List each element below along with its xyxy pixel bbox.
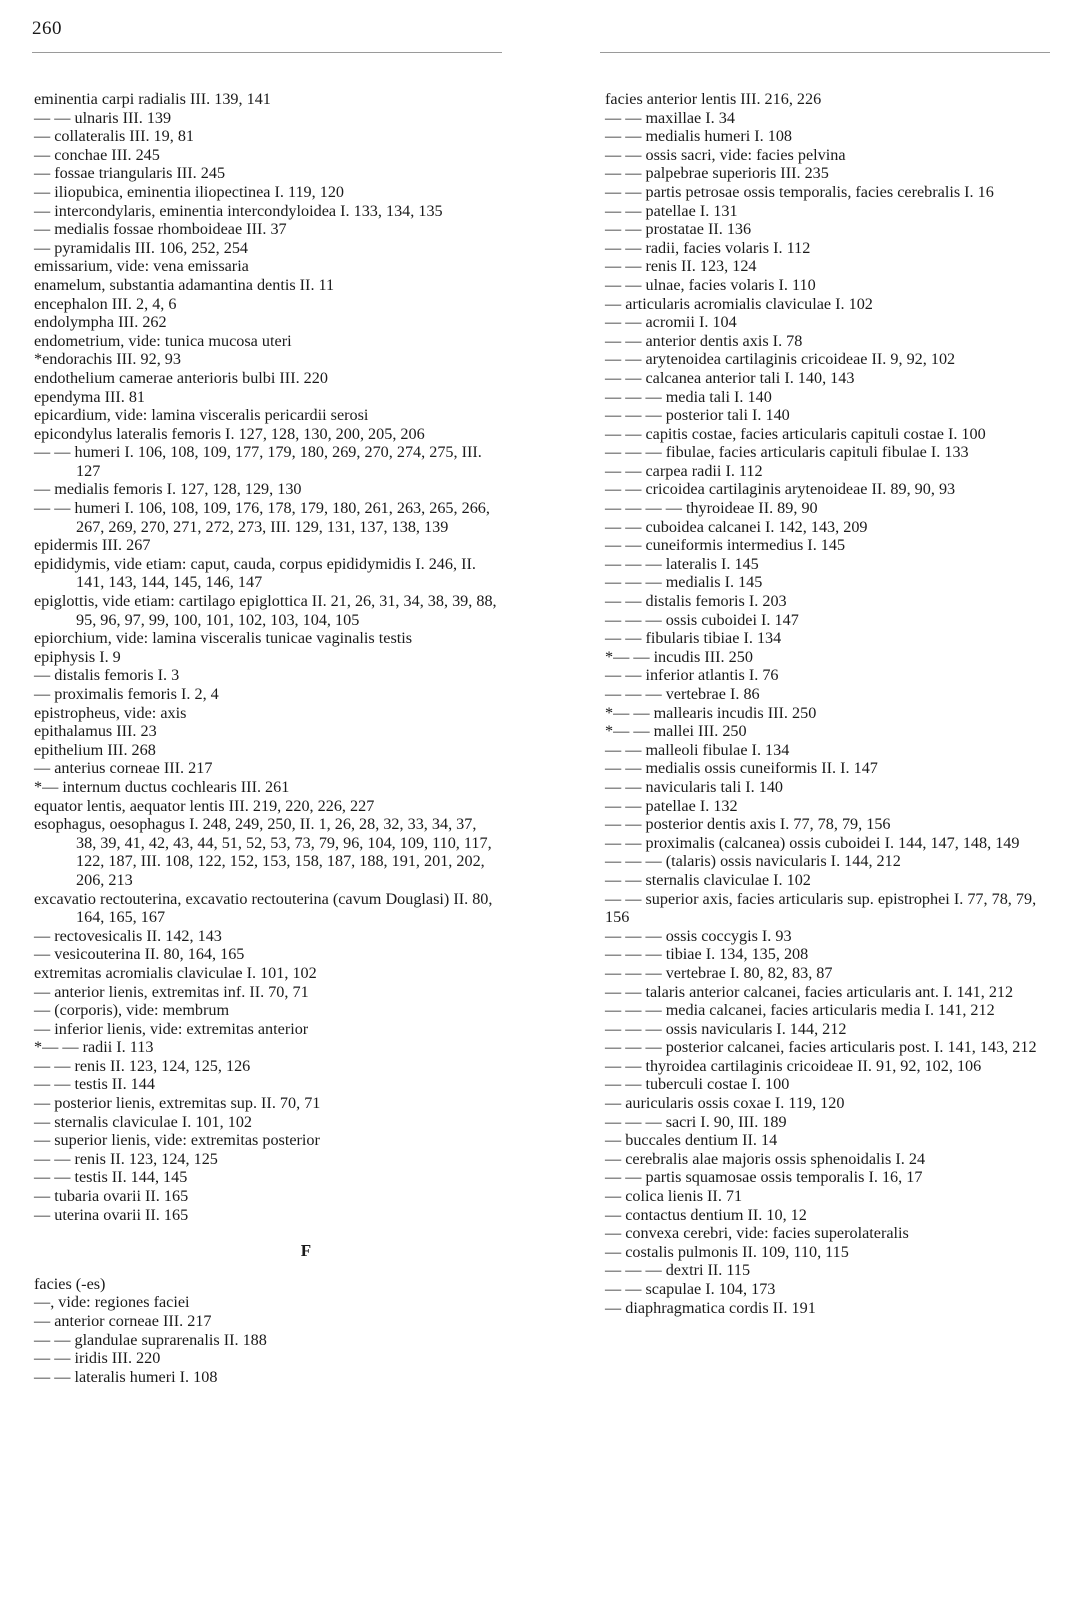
index-entry: — sternalis claviculae I. 101, 102 — [34, 1112, 253, 1131]
index-entry: — — testis II. 144, 145 — [34, 1168, 188, 1187]
page-number: 260 — [32, 18, 62, 39]
header-rule-right — [600, 52, 1050, 53]
right-entries — [605, 90, 1060, 1317]
index-entry: ependyma III. 81 — [34, 387, 146, 406]
header-rule-left — [32, 52, 502, 53]
index-entry: — colica lienis II. 71 — [605, 1187, 743, 1206]
index-entry: epicardium, vide: lamina visceralis pericardii serosi — [34, 406, 369, 425]
index-entry: — — posterior dentis axis I. 77, 78, 79, 156 — [605, 815, 891, 834]
index-entry: — inferior lienis, vide: extremitas anterior — [34, 1019, 309, 1038]
index-entry: — — — fibulae, facies articularis capituli fibulae I. 133 — [605, 443, 969, 462]
index-entry: — articularis acromialis claviculae I. 102 — [605, 294, 873, 313]
index-entry: — superior lienis, vide: extremitas posterior — [34, 1131, 320, 1150]
left-entries — [34, 90, 501, 1224]
index-entry: — costalis pulmonis II. 109, 110, 115 — [605, 1242, 849, 1261]
index-entry: — medialis fossae rhomboideae III. 37 — [34, 220, 287, 239]
index-entry: epidermis III. 267 — [34, 536, 151, 555]
index-entry: — — — — thyroideae II. 89, 90 — [605, 499, 818, 518]
index-entry: — — carpea radii I. 112 — [605, 461, 763, 480]
index-entry: — — acromii I. 104 — [605, 313, 737, 332]
index-entry: — intercondylaris, eminentia intercondyloidea I. 133, 134, 135 — [34, 201, 443, 220]
index-entry: — — — vertebrae I. 80, 82, 83, 87 — [605, 963, 833, 982]
index-entry: — buccales dentium II. 14 — [605, 1131, 778, 1150]
index-entry: — iliopubica, eminentia iliopectinea I. 119, 120 — [34, 182, 345, 201]
index-entry: epicondylus lateralis femoris I. 127, 128, 130, 200, 205, 206 — [34, 424, 425, 443]
index-entry: — (corporis), vide: membrum — [34, 1001, 230, 1020]
index-entry: — — iridis III. 220 — [34, 1349, 161, 1368]
index-entry: — — ulnae, facies volaris I. 110 — [605, 275, 816, 294]
index-entry: — — sternalis claviculae I. 102 — [605, 870, 811, 889]
index-entry: — — distalis femoris I. 203 — [605, 592, 787, 611]
index-entry: — — — ossis coccygis I. 93 — [605, 926, 792, 945]
index-entry: — posterior lienis, extremitas sup. II. 70, 71 — [34, 1094, 321, 1113]
index-entry: — — patellae I. 131 — [605, 201, 738, 220]
index-entry: epididymis, vide etiam: caput, cauda, corpus epididymidis I. 246, II. 141, 143, 144, 145, 146, 147 — [34, 554, 480, 592]
index-entry: — — humeri I. 106, 108, 109, 176, 178, 179, 180, 261, 263, 265, 266, 267, 269, 270, 271, 272, 273, III. 129, 131, 137, 138, 139 — [34, 499, 494, 536]
index-entry: *endorachis III. 92, 93 — [34, 350, 181, 369]
index-entry: — — prostatae II. 136 — [605, 220, 752, 239]
index-entry: encephalon III. 2, 4, 6 — [34, 294, 177, 313]
index-entry: excavatio rectouterina, excavatio rectouterina (cavum Douglasi) II. 80, 164, 165, 167 — [34, 889, 497, 927]
index-entry: enamelum, substantia adamantina dentis II. 11 — [34, 275, 335, 294]
index-entry: — conchae III. 245 — [34, 145, 160, 164]
index-entry: — — ulnaris III. 139 — [34, 108, 172, 127]
index-entry: extremitas acromialis claviculae I. 101, 102 — [34, 963, 317, 982]
index-entry: — diaphragmatica cordis II. 191 — [605, 1298, 816, 1317]
index-entry: facies anterior lentis III. 216, 226 — [605, 90, 822, 108]
index-entry: — — navicularis tali I. 140 — [605, 777, 784, 796]
index-entry: — distalis femoris I. 3 — [34, 666, 180, 685]
index-entry: — — — medialis I. 145 — [605, 573, 763, 592]
index-entry: — anterior corneae III. 217 — [34, 1312, 212, 1330]
index-entry: — anterius corneae III. 217 — [34, 759, 213, 778]
index-entry: — — testis II. 144 — [34, 1075, 155, 1094]
index-entry: — — fibularis tibiae I. 134 — [605, 629, 782, 648]
index-entry: — — glandulae suprarenalis II. 188 — [34, 1330, 267, 1349]
index-entry: endometrium, vide: tunica mucosa uteri — [34, 331, 292, 350]
index-entry: — — calcanea anterior tali I. 140, 143 — [605, 368, 855, 387]
index-entry: — anterior lienis, extremitas inf. II. 70, 71 — [34, 982, 309, 1001]
index-entry: — — cuneiformis intermedius I. 145 — [605, 536, 846, 555]
index-entry: *— — mallei III. 250 — [605, 722, 747, 741]
index-entry: — — — sacri I. 90, III. 189 — [605, 1112, 787, 1131]
index-entry: *— — incudis III. 250 — [605, 647, 753, 666]
index-entry: — — medialis humeri I. 108 — [605, 127, 793, 146]
index-entry: — — — media calcanei, facies articularis media I. 141, 212 — [605, 1001, 995, 1020]
index-entry: — — — ossis navicularis I. 144, 212 — [605, 1019, 847, 1038]
index-entry: — — inferior atlantis I. 76 — [605, 666, 779, 685]
index-entry: — — medialis ossis cuneiformis II. I. 147 — [605, 759, 878, 778]
index-entry: epithalamus III. 23 — [34, 722, 157, 741]
index-entry: — — cricoidea cartilaginis arytenoideae II. 89, 90, 93 — [605, 480, 956, 499]
index-entry: — fossae triangularis III. 245 — [34, 164, 226, 183]
index-entry: facies (-es) — [34, 1274, 106, 1293]
index-entry: — — patellae I. 132 — [605, 796, 738, 815]
index-entry: —, vide: regiones faciei — [34, 1293, 190, 1312]
index-entry: epistropheus, vide: axis — [34, 703, 187, 722]
index-entry: epiglottis, vide etiam: cartilago epiglottica II. 21, 26, 31, 34, 38, 39, 88, 95, 96, 97, 99, 100, 101, 102, 103, 104, 105 — [34, 592, 501, 629]
index-entry: esophagus, oesophagus I. 248, 249, 250, II. 1, 26, 28, 32, 33, 34, 37, 38, 39, 41, 42, 43, 44, 51, 52, 53, 73, 79, 96, 104, 109, 110, 117, 122, 187, III. 108, 122, 152, 153, 158, 187, 188, 191, 201, 202, 206, 213 — [34, 815, 496, 889]
section-heading: F — [300, 1241, 312, 1261]
index-entry: — — — media tali I. 140 — [605, 387, 772, 406]
index-entry: — — renis II. 123, 124, 125 — [34, 1149, 218, 1168]
index-entry: — proximalis femoris I. 2, 4 — [34, 685, 219, 703]
index-entry: — contactus dentium II. 10, 12 — [605, 1205, 807, 1224]
index-entry: epiorchium, vide: lamina visceralis tunicae vaginalis testis — [34, 629, 413, 648]
index-entry: — — radii, facies volaris I. 112 — [605, 238, 811, 257]
index-entry: — pyramidalis III. 106, 252, 254 — [34, 238, 249, 257]
index-entry: — auricularis ossis coxae I. 119, 120 — [605, 1094, 845, 1113]
index-entry: — — partis petrosae ossis temporalis, facies cerebralis I. 16 — [605, 182, 994, 201]
index-entry: — — ossis sacri, vide: facies pelvina — [605, 145, 846, 164]
index-entry: — — partis squamosae ossis temporalis I. 16, 17 — [605, 1168, 923, 1187]
index-entry: emissarium, vide: vena emissaria — [34, 257, 249, 276]
index-entry: — — renis II. 123, 124, 125, 126 — [34, 1056, 251, 1075]
index-entry: epiphysis I. 9 — [34, 647, 121, 666]
index-entry: — — — posterior tali I. 140 — [605, 406, 790, 425]
index-entry: — — scapulae I. 104, 173 — [605, 1280, 776, 1298]
index-entry: — tubaria ovarii II. 165 — [34, 1187, 189, 1206]
index-entry: — — humeri I. 106, 108, 109, 177, 179, 180, 269, 270, 274, 275, III. 127 — [34, 443, 486, 480]
index-entry: — rectovesicalis II. 142, 143 — [34, 926, 222, 945]
index-entry: *— — mallearis incudis III. 250 — [605, 703, 817, 722]
index-entry: — — cuboidea calcanei I. 142, 143, 209 — [605, 517, 868, 536]
index-entry: — — tuberculi costae I. 100 — [605, 1075, 790, 1094]
index-entry: epithelium III. 268 — [34, 740, 156, 759]
index-entry: — — capitis costae, facies articularis capituli costae I. 100 — [605, 424, 986, 443]
index-entry: — — — lateralis I. 145 — [605, 554, 759, 573]
index-entry: — uterina ovarii II. 165 — [34, 1205, 189, 1224]
index-entry: equator lentis, aequator lentis III. 219, 220, 226, 227 — [34, 796, 375, 815]
index-entry: *— internum ductus cochlearis III. 261 — [34, 777, 290, 796]
index-entry: — — proximalis (calcanea) ossis cuboidei I. 144, 147, 148, 149 — [605, 833, 1020, 852]
index-entry: — — — ossis cuboidei I. 147 — [605, 610, 799, 629]
index-entry: — — arytenoidea cartilaginis cricoideae II. 9, 92, 102 — [605, 350, 956, 369]
index-entry: — — — vertebrae I. 86 — [605, 685, 760, 703]
index-entry: — — lateralis humeri I. 108 — [34, 1367, 218, 1386]
index-entry: — — palpebrae superioris III. 235 — [605, 164, 829, 183]
index-entry: — — anterior dentis axis I. 78 — [605, 331, 803, 350]
index-entry: — — thyroidea cartilaginis cricoideae II. 91, 92, 102, 106 — [605, 1056, 982, 1075]
right-column — [605, 90, 1060, 1317]
index-entry: *— — radii I. 113 — [34, 1038, 154, 1057]
left-entries-after — [34, 1275, 498, 1387]
index-entry: — medialis femoris I. 127, 128, 129, 130 — [34, 480, 302, 499]
index-entry: — — — (talaris) ossis navicularis I. 144, 212 — [605, 852, 901, 871]
index-entry: endothelium camerae anterioris bulbi III. 220 — [34, 368, 328, 387]
index-entry: — convexa cerebri, vide: facies superolateralis — [605, 1224, 909, 1243]
index-entry: — — superior axis, facies articularis sup. epistrophei I. 77, 78, 79, 156 — [605, 889, 1041, 927]
index-entry: — collateralis III. 19, 81 — [34, 127, 195, 146]
index-entry: — vesicouterina II. 80, 164, 165 — [34, 945, 245, 964]
index-entry: — — renis II. 123, 124 — [605, 257, 757, 276]
index-entry: — — maxillae I. 34 — [605, 108, 735, 127]
index-entry: — — — posterior calcanei, facies articularis post. I. 141, 143, 212 — [605, 1038, 1037, 1057]
left-column — [34, 90, 501, 1386]
index-entry: — cerebralis alae majoris ossis sphenoidalis I. 24 — [605, 1149, 926, 1168]
index-entry: — — talaris anterior calcanei, facies articularis ant. I. 141, 212 — [605, 982, 1014, 1001]
index-entry: eminentia carpi radialis III. 139, 141 — [34, 90, 271, 108]
index-entry: endolympha III. 262 — [34, 313, 167, 332]
index-entry: — — — tibiae I. 134, 135, 208 — [605, 945, 809, 964]
index-entry: — — — dextri II. 115 — [605, 1261, 751, 1280]
index-entry: — — malleoli fibulae I. 134 — [605, 740, 790, 759]
